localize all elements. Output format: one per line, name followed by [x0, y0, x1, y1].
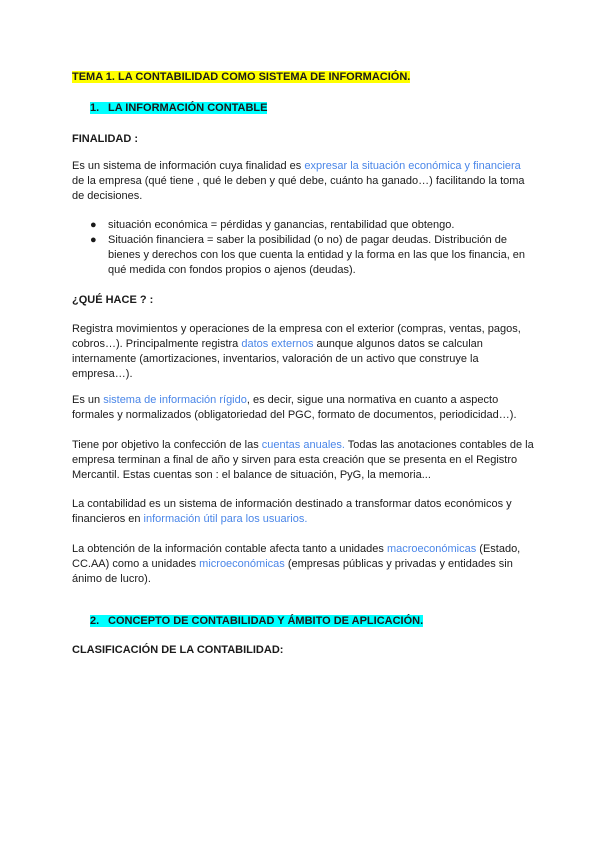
- list-item: ● Situación financiera = saber la posibilidad (o no) de pagar deudas. Distribución de bienes y derechos con los que cuenta la entidad y la forma en las que los financia, en qué medida con fondos propios o ajenos (deudas).: [90, 234, 526, 276]
- list-item: ● situación económica = pérdidas y ganancias, rentabilidad que obtengo.: [90, 219, 455, 231]
- que-hace-paragraph-1: Registra movimientos y operaciones de la empresa con el exterior (compras, ventas, pagos, cobros…). Principalmente registra datos externos aunque algunos datos se calculan internamente (amortizaciones, inventarios, valoración de un activo que construye la empresa…).: [72, 323, 521, 380]
- document-title: TEMA 1. LA CONTABILIDAD COMO SISTEMA DE INFORMACIÓN.: [72, 71, 411, 83]
- bullet-icon: ●: [90, 219, 97, 231]
- link-cuentas-anuales: cuentas anuales.: [261, 439, 345, 451]
- section-1-heading: 1. LA INFORMACIÓN CONTABLE: [90, 102, 268, 114]
- link-microeconomicas: microeconómicas: [199, 558, 285, 570]
- que-hace-paragraph-5: La obtención de la información contable afecta tanto a unidades macroeconómicas (Estado, CC.AA) como a unidades microeconómicas (empresas públicas y privadas y entidades sin ánimo de lucro).: [72, 543, 521, 585]
- link-datos-externos: datos externos: [241, 338, 314, 350]
- que-hace-heading: ¿QUÉ HACE ? :: [72, 294, 154, 306]
- link-sistema-rigido: sistema de información rígido: [103, 394, 247, 406]
- que-hace-paragraph-2: Es un sistema de información rígido, es decir, sigue una normativa en cuanto a aspecto formales y normalizados (obligatoriedad del PGC, formato de documentos, periodicidad…).: [72, 394, 517, 421]
- finalidad-paragraph: Es un sistema de información cuya finalidad es expresar la situación económica y financiera de la empresa (qué tiene , qué le deben y qué debe, cuánto ha ganado…) facilitando la toma de decisiones.: [72, 160, 525, 202]
- link-situacion: expresar la situación económica y financiera: [304, 160, 521, 172]
- que-hace-paragraph-4: La contabilidad es un sistema de información destinado a transformar datos económicos y financieros en información útil para los usuarios.: [72, 498, 512, 525]
- finalidad-heading: FINALIDAD :: [72, 133, 138, 145]
- clasificacion-heading: CLASIFICACIÓN DE LA CONTABILIDAD:: [72, 644, 284, 656]
- bullet-icon: ●: [90, 234, 97, 246]
- link-macroeconomicas: macroeconómicas: [386, 543, 477, 555]
- link-informacion-util: información útil para los usuarios.: [143, 513, 308, 525]
- finalidad-bullet-list: [72, 218, 534, 278]
- que-hace-paragraph-3: Tiene por objetivo la confección de las cuentas anuales. Todas las anotaciones contables de la empresa terminan a final de año y sirven para esta creación que se presenta en el Registro Mercantil. Estas cuentas son : el balance de situación, PyG, la memoria...: [72, 439, 534, 481]
- section-2-heading: 2. CONCEPTO DE CONTABILIDAD Y ÁMBITO DE APLICACIÓN.: [90, 615, 424, 627]
